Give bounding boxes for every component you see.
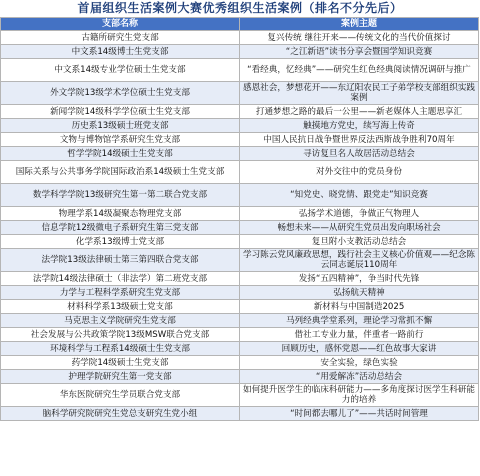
branch-name-cell: 外文学院13级学术学位硕士生党支部	[1, 82, 240, 105]
case-topic-cell: 发扬“五四精神”，争当时代先锋	[240, 272, 479, 286]
table-row	[1, 356, 479, 370]
branch-name-cell: 新闻学院14级科学学位硕士生党支部	[1, 105, 240, 119]
case-topic-cell: 打通梦想之路的最后一公里——新老媒体人主题思享汇	[240, 105, 479, 119]
case-topic-cell: 寻访复旦名人故居活动总结会	[240, 147, 479, 161]
case-topic-cell: 回顾历史，感怀党恩——红色故事大家讲	[240, 342, 479, 356]
case-topic-cell: 如何提升医学生的临床科研能力——多角度探讨医学生科研能力的培养	[240, 384, 479, 407]
case-topic-cell: “用爱解冻”活动总结会	[240, 370, 479, 384]
case-topic-cell: 借社工专业力量，伴重者一路前行	[240, 328, 479, 342]
case-topic-cell: 对外交往中的党员身份	[240, 161, 479, 184]
case-topic-cell: 中国人民抗日战争暨世界反法西斯战争胜利70周年	[240, 133, 479, 147]
branch-name-cell: 脑科学研究院研究生党总支研究生党小组	[1, 407, 240, 421]
branch-name-cell: 护理学院研究生第一党支部	[1, 370, 240, 384]
table-row	[1, 328, 479, 342]
table-row	[1, 207, 479, 221]
branch-name-cell: 文物与博物馆学系研究生党支部	[1, 133, 240, 147]
branch-name-cell: 化学系13级博士党支部	[1, 235, 240, 249]
case-topic-cell: 复旦附小支教活动总结会	[240, 235, 479, 249]
case-topic-cell: 畅想未来——从研究生党员出发向职场社会	[240, 221, 479, 235]
page-title: 首届组织生活案例大赛优秀组织生活案例（排名不分先后）	[77, 1, 403, 15]
branch-name-cell: 华东医院研究生学员联合党支部	[1, 384, 240, 407]
table-row	[1, 105, 479, 119]
table-row	[1, 161, 479, 184]
table-row	[1, 272, 479, 286]
table-row	[1, 147, 479, 161]
case-topic-cell: “知党史、晓党情、跟党走”知识竞赛	[240, 184, 479, 207]
table-row	[1, 314, 479, 328]
case-topic-cell: 弘扬学术道德，争做正气物理人	[240, 207, 479, 221]
case-table	[0, 17, 479, 421]
branch-name-cell: 中文系14级博士生党支部	[1, 45, 240, 59]
case-topic-cell: 复兴传统 继往开来——传统文化的当代价值探讨	[240, 31, 479, 45]
branch-name-cell: 药学院14级硕士生党支部	[1, 356, 240, 370]
branch-name-cell: 数学科学学院13级研究生第一第二联合党支部	[1, 184, 240, 207]
table-row	[1, 133, 479, 147]
table-row	[1, 31, 479, 45]
table-row	[1, 59, 479, 82]
case-topic-cell: 感恩社会，梦想花开——东辽阳农民工子弟学校支部组织实践案例	[240, 82, 479, 105]
table-body	[1, 31, 479, 421]
branch-name-cell: 物理学系14级凝聚态物理党支部	[1, 207, 240, 221]
case-topic-cell: 安全实验，绿色实验	[240, 356, 479, 370]
table-row	[1, 184, 479, 207]
branch-name-cell: 中文系14级专业学位硕士生党支部	[1, 59, 240, 82]
case-topic-cell: “之江新语”读书分享会暨国学知识竞赛	[240, 45, 479, 59]
table-row	[1, 249, 479, 272]
case-topic-cell: 学习陈云党风廉政思想，践行社会主义核心价值观——纪念陈云同志诞辰110周年	[240, 249, 479, 272]
branch-name-cell: 国际关系与公共事务学院国际政治系14级硕士生党支部	[1, 161, 240, 184]
table-row	[1, 82, 479, 105]
branch-name-cell: 力学与工程科学系研究生党支部	[1, 286, 240, 300]
branch-name-cell: 法学院13级法律硕士第三第四联合党支部	[1, 249, 240, 272]
table-row	[1, 286, 479, 300]
table-row	[1, 342, 479, 356]
branch-name-cell: 法学院14级法律硕士（非法学）第二班党支部	[1, 272, 240, 286]
case-topic-cell: 弘扬航天精神	[240, 286, 479, 300]
branch-name-cell: 历史系13级硕士班党支部	[1, 119, 240, 133]
branch-name-cell: 材料科学系13级硕士党支部	[1, 300, 240, 314]
branch-name-cell: 古籍所研究生党支部	[1, 31, 240, 45]
table-row	[1, 45, 479, 59]
table-row	[1, 407, 479, 421]
case-topic-cell: “看经典，忆经典”——研究生红色经典阅读情况调研与推广	[240, 59, 479, 82]
case-topic-cell: “时间都去哪儿了”——共话时间管理	[240, 407, 479, 421]
branch-name-cell: 社会发展与公共政策学院13级MSW联合党支部	[1, 328, 240, 342]
case-topic-cell: 马列经典学堂系列，理论学习常抓不懈	[240, 314, 479, 328]
table-row	[1, 235, 479, 249]
case-topic-cell: 触摸地方党史，续写海上传奇	[240, 119, 479, 133]
table-row	[1, 384, 479, 407]
case-topic-cell: 新材料与中国制造2025	[240, 300, 479, 314]
branch-name-cell: 环境科学与工程系14级硕士生党支部	[1, 342, 240, 356]
table-row	[1, 119, 479, 133]
table-row	[1, 370, 479, 384]
header-case-topic: 案例主题	[240, 18, 479, 31]
table-header-row	[1, 18, 479, 31]
branch-name-cell: 哲学学院14级硕士生党支部	[1, 147, 240, 161]
branch-name-cell: 马克思主义学院研究生党支部	[1, 314, 240, 328]
table-row	[1, 300, 479, 314]
branch-name-cell: 信息学院12级微电子系研究生第三党支部	[1, 221, 240, 235]
table-row	[1, 221, 479, 235]
header-branch-name: 支部名称	[1, 18, 240, 31]
